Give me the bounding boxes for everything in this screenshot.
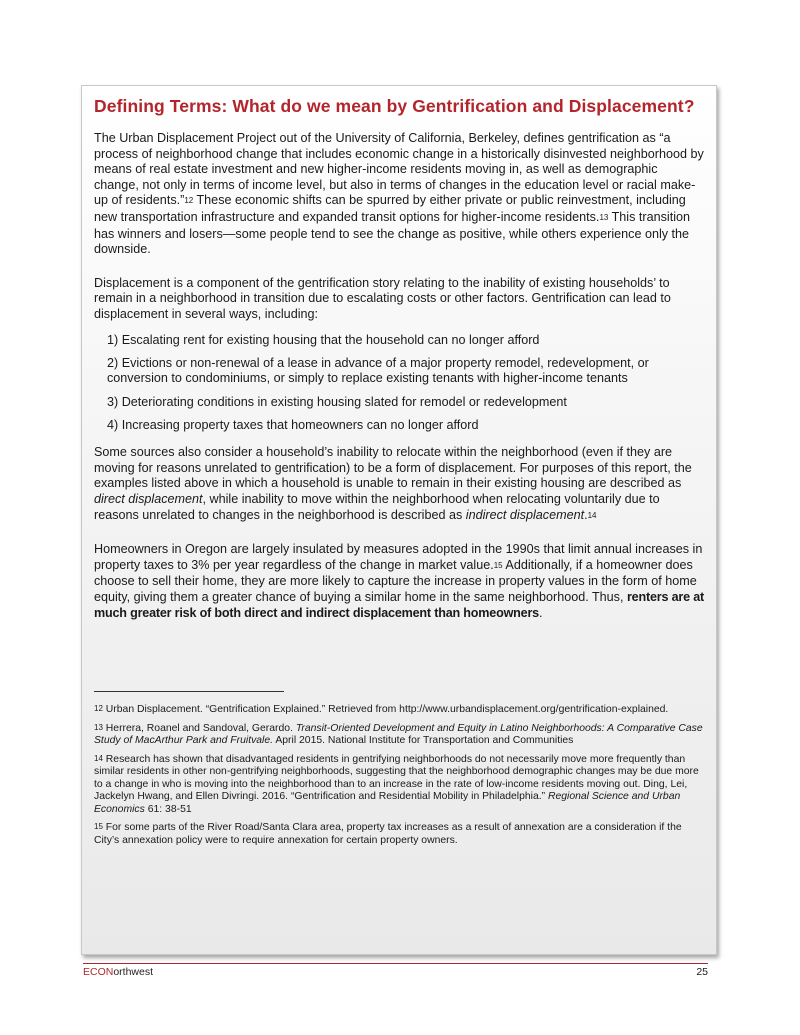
footnote-title-italic: Transit-Oriented Development and Equity in Latino Neighborhoods: A Comparative Case Study of MacArthur Park and Fruitvale. (94, 722, 703, 747)
footnote-text: April 2015. National Institute for Transportation and Communities (273, 735, 574, 747)
footnote-divider (94, 691, 284, 692)
para1-text-a: The Urban Displacement Project out of the University of California, Berkeley, defines gentrification as “a process of neighborhood change that includes economic change in a historically disinvested neighborhood by means of real estate investment and new higher-income residents moving in, as well as demographic change, not only in terms of income level, but also in terms of changes in the education level or racial make-up of residents.” (94, 131, 704, 208)
footnote-ref-14[interactable]: 14 (587, 510, 597, 520)
footnote-15 (94, 822, 705, 847)
paragraph-direct-indirect (94, 445, 705, 524)
footnote-journal-italic: Regional Science and Urban Economics (94, 791, 681, 815)
footnote-number: 15 (94, 822, 103, 832)
footnote-13 (94, 723, 705, 748)
key-finding-bold: renters are at much greater risk of both direct and indirect displacement than homeowners (94, 590, 704, 620)
footnote-number: 14 (94, 753, 103, 763)
paragraph-homeowners (94, 542, 705, 621)
brand-econ-text: ECON (83, 966, 114, 978)
displacement-ways-list (94, 333, 705, 434)
footer-rule (83, 963, 708, 964)
footnote-14 (94, 754, 705, 817)
footnote-text: For some parts of the River Road/Santa Clara area, property tax increases as a result of annexation are a consideration if the City’s annexation policy were to require annexation for certain property owners. (94, 822, 682, 846)
footnote-text: 61: 38-51 (144, 803, 192, 815)
para3-text-c: . (584, 507, 588, 522)
footnote-ref-12[interactable]: 12 (184, 196, 194, 206)
footnote-number: 13 (94, 722, 103, 732)
para4-text-b: Additionally, if a homeowner does choose to sell their home, they are more likely to capture the increase in property values in the form of home equity, giving them a greater chance of buying a similar home in the same neighborhood. Thus, (94, 557, 697, 605)
footnote-ref-13[interactable]: 13 (599, 212, 609, 222)
footnote-text: Herrera, Roanel and Sandoval, Gerardo. (102, 722, 296, 734)
brand-rest-text: orthwest (113, 966, 154, 978)
list-item: 4) Increasing property taxes that homeowners can no longer afford (107, 417, 479, 432)
para1-text-c: This transition has winners and losers—some people tend to see the change as positive, while others experience only the downside. (94, 209, 691, 257)
term-direct-displacement: direct displacement (94, 492, 203, 507)
list-item: 3) Deteriorating conditions in existing housing slated for remodel or redevelopment (107, 394, 567, 409)
footnote-text: Research has shown that disadvantaged residents in gentrifying neighborhoods do not necessarily move more frequently than similar residents in other non-gentrifying neighborhoods, suggesting that the neighborhood demographic changes may be due more to a change in who is moving into the neighborhood than to an increase in the rate of low-income residents moving out. Ding, Lei, Jackelyn Hwang, and Ellen Divringi. 2016. “Gentrification and Residential Mobility in Philadelphia.” (94, 753, 699, 803)
list-item: 1) Escalating rent for existing housing that the household can no longer afford (107, 332, 540, 347)
para4-text-c: . (538, 605, 543, 620)
term-indirect-displacement: indirect displacement (465, 507, 585, 522)
footnote-ref-15[interactable]: 15 (493, 560, 503, 570)
section-title: Defining Terms: What do we mean by Gentrification and Displacement? (94, 96, 695, 116)
list-item: 2) Evictions or non-renewal of a lease in advance of a major property remodel, redevelopment, or conversion to condominiums, or simply to replace existing tenants with higher-income tenants (107, 355, 649, 386)
footnote-12 (94, 704, 705, 717)
footnote-text: Urban Displacement. “Gentrification Explained.” Retrieved from http://www.urbandisplacement.org/gentrification-explained. (102, 704, 669, 716)
paragraph-displacement-intro: Displacement is a component of the gentrification story relating to the inability of existing households’ to remain in a neighborhood in transition due to escalating costs or other factors. Gentrification can lead to displacement in several ways, including: (94, 275, 671, 321)
para1-text-b: These economic shifts can be spurred by either private or public reinvestment, including new transportation infrastructure and expanded transit options for higher-income residents. (94, 193, 686, 224)
page-number: 25 (696, 966, 708, 978)
definition-sidebar-box (81, 85, 717, 955)
footnote-number: 12 (94, 704, 103, 714)
footer-brand-logo (83, 966, 153, 978)
para3-text-b: , while inability to move within the neighborhood when relocating voluntarily due to reasons unrelated to changes in the neighborhood is described as (94, 492, 660, 522)
para4-text-a: Homeowners in Oregon are largely insulated by measures adopted in the 1990s that limit annual increases in property taxes to 3% per year regardless of the change in market value. (94, 542, 703, 572)
para3-text-a: Some sources also consider a household’s inability to relocate within the neighborhood (even if they are moving for reasons unrelated to gentrification) to be a form of displacement. For purposes of this report, the examples listed above in which a household is unable to remain in their existing housing are described as (94, 445, 692, 491)
paragraph-gentrification-definition (94, 131, 705, 258)
